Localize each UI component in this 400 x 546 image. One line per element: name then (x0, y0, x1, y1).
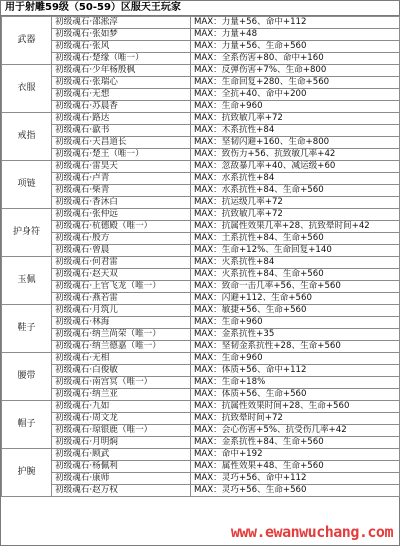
category-cell: 护身符 (2, 209, 52, 257)
max-effect-cell: MAX：全抗+40、命中+200 (191, 89, 400, 101)
table-row (2, 353, 400, 365)
soulstone-name-cell: 初级魂石·九如 (52, 401, 191, 413)
table-row (2, 377, 400, 389)
table-row (2, 77, 400, 89)
max-effect-cell: MAX：抗致敏几率+72 (191, 209, 400, 221)
max-effect-cell: MAX：体质+56、命中+112 (191, 365, 400, 377)
table-row (2, 449, 400, 461)
table-row (2, 53, 400, 65)
max-effect-cell: MAX：灵巧+56、生命+560 (191, 485, 400, 497)
max-effect-cell: MAX：生命+960 (191, 317, 400, 329)
table-row (2, 365, 400, 377)
soulstone-name-cell: 初级魂石·白俊敏 (52, 365, 191, 377)
max-effect-cell: MAX：火系抗性+84 (191, 257, 400, 269)
soulstone-name-cell: 初级魂石·柴青 (52, 185, 191, 197)
table-row (2, 341, 400, 353)
max-effect-cell: MAX：金系抗性+35 (191, 329, 400, 341)
soulstone-table (1, 16, 400, 497)
table-row (2, 473, 400, 485)
table-row (2, 245, 400, 257)
max-effect-cell: MAX：水系抗性+84、生命+560 (191, 185, 400, 197)
category-cell: 玉佩 (2, 257, 52, 305)
max-effect-cell: MAX：生命回复+280、生命+560 (191, 77, 400, 89)
category-cell: 帽子 (2, 401, 52, 449)
soulstone-name-cell: 初级魂石·赵天双 (52, 269, 191, 281)
table-row (2, 485, 400, 497)
max-effect-cell: MAX：抗属性效果时间+28、生命+560 (191, 401, 400, 413)
max-effect-cell: MAX：抗致敏几率+72 (191, 113, 400, 125)
soulstone-name-cell: 初级魂石·何君雷 (52, 257, 191, 269)
table-row (2, 413, 400, 425)
max-effect-cell: MAX：生命+960 (191, 101, 400, 113)
soulstone-name-cell: 初级魂石·月筑儿 (52, 305, 191, 317)
soulstone-name-cell: 初级魂石·无想 (52, 89, 191, 101)
soulstone-name-cell: 初级魂石·殷方 (52, 233, 191, 245)
soulstone-name-cell: 初级魂石·纳兰亚 (52, 389, 191, 401)
soulstone-name-cell: 初级魂石·天昌道长 (52, 137, 191, 149)
table-row (2, 137, 400, 149)
max-effect-cell: MAX：忽敌暴几率+40、减运级+60 (191, 161, 400, 173)
soulstone-name-cell: 初级魂石·卢青 (52, 173, 191, 185)
soulstone-name-cell: 初级魂石·杨佩利 (52, 461, 191, 473)
soulstone-name-cell: 初级魂石·路达 (52, 113, 191, 125)
table-row (2, 401, 400, 413)
soulstone-name-cell: 初级魂石·楚缘（唯一） (52, 53, 191, 65)
soulstone-name-cell: 初级魂石·纳兰尚荣（唯一） (52, 329, 191, 341)
table-row (2, 173, 400, 185)
soulstone-name-cell: 初级魂石·香沐白 (52, 197, 191, 209)
table-row (2, 317, 400, 329)
table-row (2, 185, 400, 197)
table-row (2, 65, 400, 77)
category-cell: 鞋子 (2, 305, 52, 353)
max-effect-cell: MAX：致伤力+56、抗致敏几率+42 (191, 149, 400, 161)
max-effect-cell: MAX：抗致晕时间+72 (191, 413, 400, 425)
soulstone-name-cell: 初级魂石·楚王（唯一） (52, 149, 191, 161)
table-row (2, 41, 400, 53)
soulstone-name-cell: 初级魂石·曾晨 (52, 245, 191, 257)
table-row (2, 149, 400, 161)
soulstone-name-cell: 初级魂石·琼银鹿（唯一） (52, 425, 191, 437)
max-effect-cell: MAX：闪避+112、生命+560 (191, 293, 400, 305)
category-cell: 衣服 (2, 65, 52, 113)
table-row (2, 269, 400, 281)
category-cell: 武器 (2, 17, 52, 65)
soulstone-name-cell: 初级魂石·上官飞龙（唯一） (52, 281, 191, 293)
watermark: www.ewanwuchang.com (230, 523, 393, 541)
max-effect-cell: MAX：水系抗性+84 (191, 173, 400, 185)
soulstone-name-cell: 初级魂石·赵万权 (52, 485, 191, 497)
table-row (2, 281, 400, 293)
table-row (2, 425, 400, 437)
max-effect-cell: MAX：反弹伤害+7%、生命+800 (191, 65, 400, 77)
max-effect-cell: MAX：土系抗性+84、生命+560 (191, 233, 400, 245)
max-effect-cell: MAX：力量+56、生命+560 (191, 41, 400, 53)
table-row (2, 17, 400, 29)
max-effect-cell: MAX：生命+18% (191, 377, 400, 389)
soulstone-name-cell: 初级魂石·雷昊天 (52, 161, 191, 173)
table-row (2, 389, 400, 401)
soulstone-name-cell: 初级魂石·邵淞淳 (52, 17, 191, 29)
table-row (2, 101, 400, 113)
max-effect-cell: MAX：抗运级几率+72 (191, 197, 400, 209)
soulstone-name-cell: 初级魂石·张仲远 (52, 209, 191, 221)
max-effect-cell: MAX：体质+56、生命+560 (191, 389, 400, 401)
table-row (2, 197, 400, 209)
table-row (2, 161, 400, 173)
soulstone-name-cell: 初级魂石·苏晨香 (52, 101, 191, 113)
table-row (2, 293, 400, 305)
soulstone-name-cell: 初级魂石·少年杨殷枫 (52, 65, 191, 77)
max-effect-cell: MAX：致命一击几率+56、生命+560 (191, 281, 400, 293)
max-effect-cell: MAX：金系抗性+84、生命+560 (191, 437, 400, 449)
table-row (2, 437, 400, 449)
max-effect-cell: MAX：生命+12%、生命回复+140 (191, 245, 400, 257)
table-row (2, 221, 400, 233)
max-effect-cell: MAX：木系抗性+84 (191, 125, 400, 137)
soulstone-name-cell: 初级魂石·无相 (52, 353, 191, 365)
max-effect-cell: MAX：坚韧闪避+160、生命+800 (191, 137, 400, 149)
max-effect-cell: MAX：属性效果+48、生命+560 (191, 461, 400, 473)
sheet-title: 用于射雕59级（50-59）区服天王玩家 (1, 1, 399, 16)
table-row (2, 329, 400, 341)
soulstone-name-cell: 初级魂石·歙书 (52, 125, 191, 137)
table-row (2, 209, 400, 221)
table-row (2, 125, 400, 137)
soulstone-name-cell: 初级魂石·林海 (52, 317, 191, 329)
table-row (2, 305, 400, 317)
table-row (2, 233, 400, 245)
category-cell: 戒指 (2, 113, 52, 161)
max-effect-cell: MAX：会心伤害+5%、抗受伤几率+42 (191, 425, 400, 437)
table-row (2, 89, 400, 101)
max-effect-cell: MAX：力量+48 (191, 29, 400, 41)
max-effect-cell: MAX：敏捷+56、生命+560 (191, 305, 400, 317)
soulstone-name-cell: 初级魂石·燕若雷 (52, 293, 191, 305)
soulstone-name-cell: 初级魂石·周文龙 (52, 413, 191, 425)
soulstone-name-cell: 初级魂石·杭德殿（唯一） (52, 221, 191, 233)
max-effect-cell: MAX：火系抗性+84、生命+560 (191, 269, 400, 281)
max-effect-cell: MAX：灵巧+56、命中+112 (191, 473, 400, 485)
category-cell: 项链 (2, 161, 52, 209)
soulstone-name-cell: 初级魂石·张瑞心 (52, 77, 191, 89)
table-row (2, 113, 400, 125)
soulstone-name-cell: 初级魂石·张如梦 (52, 29, 191, 41)
max-effect-cell: MAX：抗属性效果几率+28、抗致晕时间+42 (191, 221, 400, 233)
soulstone-name-cell: 初级魂石·月明焖 (52, 437, 191, 449)
soulstone-name-cell: 初级魂石·张风 (52, 41, 191, 53)
max-effect-cell: MAX：全系伤害+80、命中+160 (191, 53, 400, 65)
max-effect-cell: MAX：力量+56、命中+112 (191, 17, 400, 29)
table-row (2, 29, 400, 41)
soulstone-name-cell: 初级魂石·顾武 (52, 449, 191, 461)
soulstone-name-cell: 初级魂石·纳兰德嘉（唯一） (52, 341, 191, 353)
category-cell: 腰带 (2, 353, 52, 401)
max-effect-cell: MAX：坚韧金系抗性+28、生命+560 (191, 341, 400, 353)
category-cell: 护腕 (2, 449, 52, 497)
soulstone-name-cell: 初级魂石·康师 (52, 473, 191, 485)
max-effect-cell: MAX：生命+960 (191, 353, 400, 365)
table-row (2, 257, 400, 269)
table-row (2, 461, 400, 473)
soulstone-name-cell: 初级魂石·南宫冥（唯一） (52, 377, 191, 389)
max-effect-cell: MAX：命中+192 (191, 449, 400, 461)
